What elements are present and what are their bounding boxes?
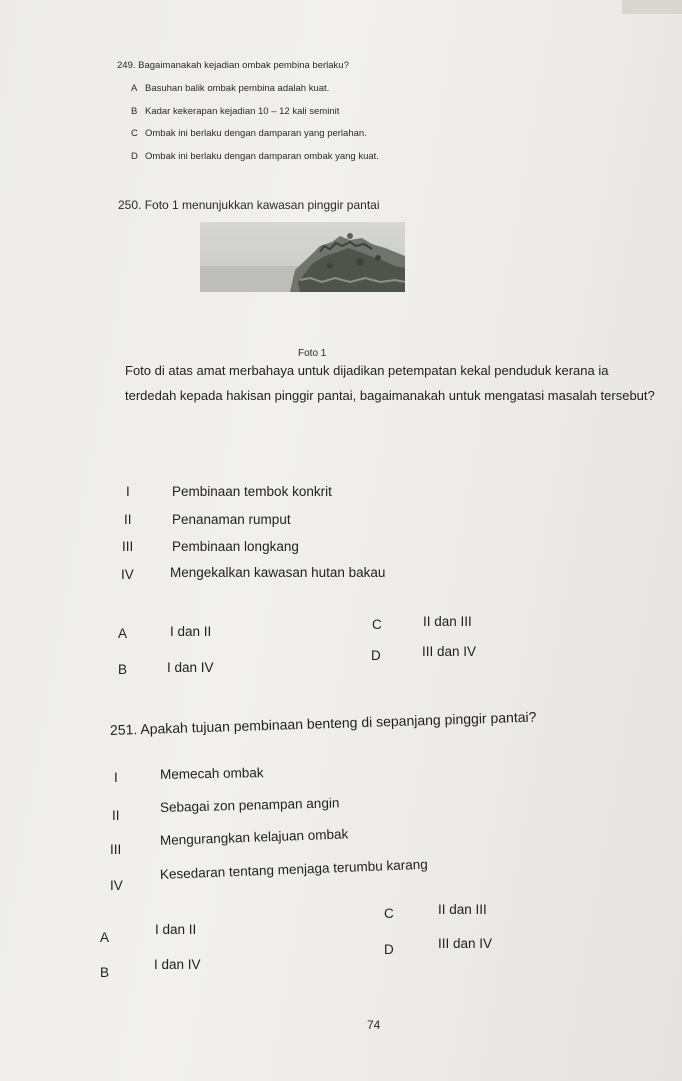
q250-choice-a-text: I dan II bbox=[170, 624, 212, 639]
q251-item-4-text: Kesedaran tentang menjaga terumbu karang bbox=[159, 856, 429, 882]
q250-choice-c-letter: C bbox=[372, 617, 382, 632]
q249-option-d-text: Ombak ini berlaku dengan damparan ombak yang kuat. bbox=[145, 151, 379, 162]
q251-choice-c-text: II dan III bbox=[438, 902, 487, 917]
q250-item-1-numeral: I bbox=[126, 484, 130, 499]
q249-option-c-letter: C bbox=[131, 128, 138, 139]
q250-choice-d-text: III dan IV bbox=[422, 644, 477, 659]
q251-stem: 251. Apakah tujuan pembinaan benteng di sepanjang pinggir pantai? bbox=[109, 708, 537, 738]
foto-1-caption: Foto 1 bbox=[298, 348, 327, 359]
q250-item-2-numeral: II bbox=[124, 512, 132, 527]
q251-choice-b-text: I dan IV bbox=[154, 957, 201, 972]
q249-option-a-letter: A bbox=[131, 83, 138, 94]
q251-choice-b-letter: B bbox=[100, 965, 110, 980]
q250-item-3-text: Pembinaan longkang bbox=[172, 539, 299, 554]
q250-paragraph: Foto di atas amat merbahaya untuk dijadikan petempatan kekal penduduk kerana ia terdedah kepada hakisan pinggir pantai, bagaimanakah untuk mengatasi masalah tersebut? bbox=[125, 363, 655, 403]
q250-item-3-numeral: III bbox=[122, 539, 134, 554]
q251-item-3-numeral: III bbox=[110, 842, 122, 857]
q250-item-4-text: Mengekalkan kawasan hutan bakau bbox=[170, 565, 386, 580]
q251-choice-a-letter: A bbox=[100, 930, 110, 945]
q250-choice-b-letter: B bbox=[118, 662, 128, 677]
q251-choice-a-text: I dan II bbox=[155, 922, 197, 937]
q249-option-a-text: Basuhan balik ombak pembina adalah kuat. bbox=[145, 83, 330, 94]
q251-item-1-text: Memecah ombak bbox=[159, 765, 264, 782]
q250-item-2-text: Penanaman rumput bbox=[172, 512, 291, 527]
q250-item-4-numeral: IV bbox=[121, 567, 134, 582]
q251-item-1-numeral: I bbox=[114, 770, 118, 785]
q251-item-3-text: Mengurangkan kelajuan ombak bbox=[159, 826, 349, 848]
q249-stem: 249. Bagaimanakah kejadian ombak pembina berlaku? bbox=[117, 60, 349, 71]
q250-item-1-text: Pembinaan tembok konkrit bbox=[172, 484, 332, 499]
q250-choice-c-text: II dan III bbox=[423, 614, 472, 629]
q250-choice-b-text: I dan IV bbox=[167, 660, 214, 675]
q249-option-d-letter: D bbox=[131, 151, 138, 162]
q251-choice-d-letter: D bbox=[384, 942, 394, 957]
q251-item-2-text: Sebagai zon penampan angin bbox=[159, 795, 340, 815]
coastal-photo-image bbox=[200, 222, 405, 292]
q250-stem: 250. Foto 1 menunjukkan kawasan pinggir pantai bbox=[118, 198, 380, 212]
q249-option-b-text: Kadar kekerapan kejadian 10 – 12 kali seminit bbox=[145, 106, 340, 117]
q250-choice-a-letter: A bbox=[118, 626, 128, 641]
page-number: 74 bbox=[367, 1018, 381, 1032]
q251-choice-c-letter: C bbox=[384, 906, 394, 921]
q250-choice-d-letter: D bbox=[371, 648, 381, 663]
q249-option-c-text: Ombak ini berlaku dengan damparan yang perlahan. bbox=[145, 128, 367, 139]
q249-option-b-letter: B bbox=[131, 106, 138, 117]
foto-1-photo bbox=[200, 222, 405, 292]
page-corner bbox=[622, 0, 682, 14]
q251-item-2-numeral: II bbox=[112, 808, 120, 823]
q251-choice-d-text: III dan IV bbox=[438, 936, 493, 951]
q251-item-4-numeral: IV bbox=[110, 878, 123, 893]
